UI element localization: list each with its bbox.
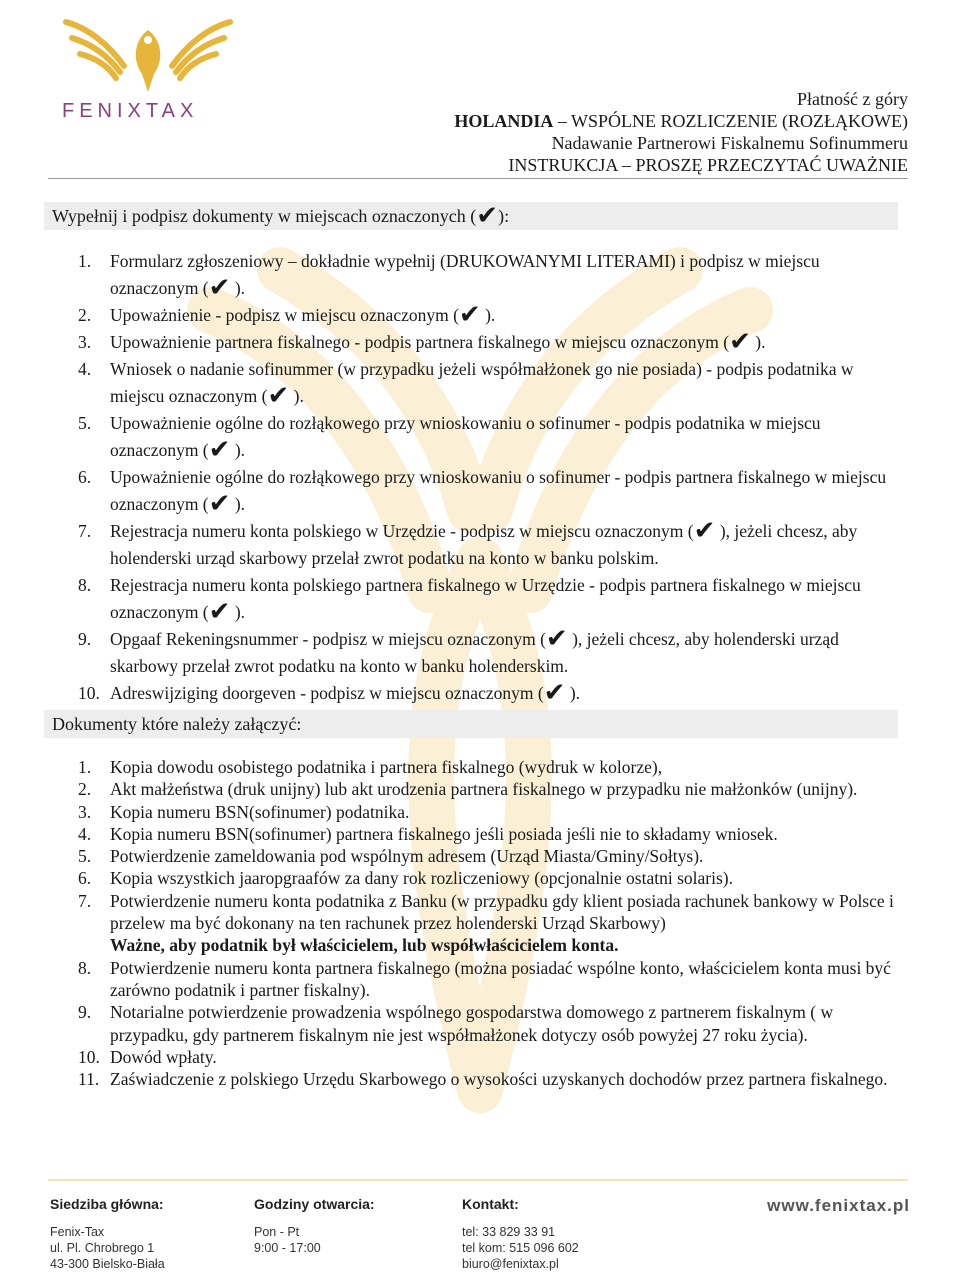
brand-name: FENIXTAX: [62, 100, 199, 122]
item-text: Upoważnienie partnera fiskalnego - podpis partnera fiskalnego w miejscu oznaczonym (: [110, 332, 730, 352]
item-number: 2.: [78, 305, 92, 325]
footer-headquarters: Siedziba główna: Fenix-Tax ul. Pl. Chrobrego 1 43-300 Bielsko-Biała: [50, 1196, 165, 1271]
attach-list-item: [78, 957, 908, 1002]
item-number: 1.: [78, 757, 92, 777]
sign-list-item: [78, 464, 908, 518]
attach-list-item: [78, 756, 908, 778]
attach-list-item: [78, 1068, 908, 1090]
sign-list-item: [78, 680, 908, 707]
country-title: HOLANDIA: [454, 111, 554, 131]
item-number: 8.: [78, 957, 92, 978]
item-number: 4.: [78, 823, 92, 844]
item-text: Kopia numeru BSN(sofinumer) partnera fiskalnego jeśli posiada jeśli nie to składamy wniosek.: [110, 823, 778, 844]
item-number: 6.: [78, 467, 92, 487]
item-text-end: ), jeżeli chcesz, aby holenderski urząd skarbowy przelał zwrot podatku na konto w banku holenderskim.: [110, 629, 839, 676]
website-link[interactable]: www.fenixtax.pl: [767, 1196, 910, 1215]
item-text: Upoważnienie ogólne do rozłąkowego przy wnioskowaniu o sofinumer - podpis podatnika w miejscu oznaczonym (: [110, 413, 821, 460]
instruction-title: INSTRUKCJA – PROSZĘ PRZECZYTAĆ UWAŻNIE: [508, 155, 908, 175]
item-text: Kopia wszystkich jaaropgraafów za dany rok rozliczeniowy (opcjonalnie ostatni solaris).: [110, 868, 733, 889]
fenixtax-logo: [48, 10, 248, 120]
attach-list-item: [78, 845, 908, 867]
check-icon: ✔: [267, 381, 290, 411]
sign-list-item: [78, 248, 908, 302]
phoenix-logo-icon: [58, 10, 238, 96]
item-number: 8.: [78, 575, 92, 595]
item-number: 9.: [78, 1002, 92, 1023]
item-text: Opgaaf Rekeningsnummer - podpisz w miejscu oznaczonym (: [110, 629, 546, 649]
check-icon: ✔: [458, 300, 481, 330]
item-text: Kopia numeru BSN(sofinumer) podatnika.: [110, 801, 410, 822]
section-attach-title: Dokumenty które należy załączyć:: [44, 710, 898, 738]
item-text: Notarialne potwierdzenie prowadzenia wspólnego gospodarstwa domowego z partnerem fiskalnym ( w przypadku, gdy partnerem fiskalnym nie jest współmałżonek dotyczy osób powyżej 27 roku życia).: [110, 1002, 834, 1045]
item-text: Zaświadczenie z polskiego Urzędu Skarbowego o wysokości uzyskanych dochodów przez partnera fiskalnego.: [110, 1069, 888, 1090]
item-text: Rejestracja numeru konta polskiego w Urzędzie - podpisz w miejscu oznaczonym (: [110, 521, 694, 541]
phone-link[interactable]: tel: 33 829 33 91: [462, 1225, 556, 1239]
item-number: 6.: [78, 868, 92, 889]
sign-list-item: [78, 518, 908, 572]
check-icon: ✔: [543, 678, 566, 708]
item-text: Potwierdzenie zameldowania pod wspólnym adresem (Urząd Miasta/Gminy/Sołtys).: [110, 846, 704, 867]
item-number: 5.: [78, 413, 92, 433]
item-text: Kopia dowodu osobistego podatnika i partnera fiskalnego (wydruk w kolorze),: [110, 757, 663, 777]
footer-opening-hours: Godziny otwarcia: Pon - Pt 9:00 - 17:00: [254, 1196, 375, 1255]
header-divider: [48, 178, 908, 179]
item-number: 3.: [78, 332, 92, 352]
item-number: 7.: [78, 890, 92, 911]
sign-list-item: [78, 410, 908, 464]
item-text-end: ).: [750, 332, 766, 352]
item-number: 10.: [78, 683, 100, 703]
item-text-end: ).: [565, 683, 581, 703]
check-icon: ✔: [693, 516, 716, 546]
item-number: 1.: [78, 251, 92, 271]
attach-list-item: [78, 801, 908, 823]
item-text: Formularz zgłoszeniowy – dokładnie wypełnij (DRUKOWANYMI LITERAMI) i podpisz w miejscu oznaczonym (: [110, 251, 820, 298]
item-text: Upoważnienie ogólne do rozłąkowego przy wnioskowaniu o sofinumer - podpis partnera fiskalnego w miejscu oznaczonym (: [110, 467, 887, 514]
mobile-link[interactable]: tel kom: 515 096 602: [462, 1241, 579, 1255]
attach-list-item: [78, 778, 908, 800]
item-text: Rejestracja numeru konta polskiego partnera fiskalnego w Urzędzie - podpis partnera fiskalnego w miejscu oznaczonym (: [110, 575, 861, 622]
check-icon: ✔: [208, 435, 231, 465]
item-text-end: ).: [230, 602, 246, 622]
item-number: 10.: [78, 1046, 100, 1067]
sign-list-item: [78, 302, 908, 329]
item-number: 11.: [78, 1069, 100, 1090]
check-icon: ✔: [545, 624, 568, 654]
item-text: Adreswijziging doorgeven - podpisz w miejscu oznaczonym (: [110, 683, 544, 703]
item-text: Akt małżeństwa (druk unijny) lub akt urodzenia partnera fiskalnego w przypadku nie małżonków (unijny).: [110, 779, 858, 800]
sign-documents-list: [78, 248, 908, 707]
item-text: Potwierdzenie numeru konta partnera fiskalnego (można posiadać wspólne konto, właścicielem konta musi być zarówno podatnik i partner fiskalny).: [110, 957, 891, 1000]
item-text: Dowód wpłaty.: [110, 1046, 217, 1067]
check-icon: ✔: [208, 597, 231, 627]
item-number: 9.: [78, 629, 92, 649]
item-number: 5.: [78, 846, 92, 867]
item-text-end: ).: [289, 386, 304, 406]
item-text-end: ).: [230, 494, 246, 514]
attach-list-item: [78, 890, 908, 957]
check-icon: ✔: [208, 273, 231, 303]
item-number: 3.: [78, 801, 92, 822]
attach-documents-list: [78, 756, 908, 1090]
section-sign-title: Wypełnij i podpisz dokumenty w miejscach oznaczonych (✔):: [44, 202, 898, 230]
item-text: Wniosek o nadanie sofinummer (w przypadku jeżeli współmałżonek go nie posiada) - podpis podatnika w miejscu oznaczonym (: [110, 359, 854, 406]
item-text-end: ).: [480, 305, 496, 325]
sign-list-item: [78, 572, 908, 626]
document-title: HOLANDIA – WSPÓLNE ROZLICZENIE (ROZŁĄKOWE): [454, 111, 908, 131]
item-number: 7.: [78, 521, 92, 541]
document-header: [454, 88, 908, 176]
item-text-end: ).: [230, 278, 246, 298]
check-icon: ✔: [476, 201, 499, 231]
email-link[interactable]: biuro@fenixtax.pl: [462, 1257, 559, 1271]
attach-list-item: [78, 867, 908, 889]
item-text-end: ).: [230, 440, 246, 460]
sign-list-item: [78, 356, 908, 410]
check-icon: ✔: [208, 489, 231, 519]
footer-contact: Kontakt: tel: 33 829 33 91 tel kom: 515 096 602 biuro@fenixtax.pl: [462, 1196, 579, 1271]
sign-list-item: [78, 329, 908, 356]
attach-list-item: [78, 1001, 908, 1046]
item-number: 4.: [78, 359, 92, 379]
item-number: 2.: [78, 779, 92, 800]
item-text: Upoważnienie - podpisz w miejscu oznaczonym (: [110, 305, 459, 325]
payment-note: Płatność z góry: [797, 89, 908, 109]
item-text-end: ), jeżeli chcesz, aby holenderski urząd skarbowy przelał zwrot podatku na konto w banku polskim.: [110, 521, 858, 568]
item-important-note: Ważne, aby podatnik był właścicielem, lub współwłaścicielem konta.: [110, 935, 619, 956]
sign-list-item: [78, 626, 908, 680]
check-icon: ✔: [729, 327, 751, 357]
footer-divider: [48, 1179, 908, 1181]
attach-list-item: [78, 1046, 908, 1068]
document-subtitle: Nadawanie Partnerowi Fiskalnemu Sofinummeru: [551, 133, 908, 153]
attach-list-item: [78, 823, 908, 845]
item-text: Potwierdzenie numeru konta podatnika z Banku (w przypadku gdy klient posiada rachunek bankowy w Polsce i przelew ma być dokonany na ten rachunek przez holenderski Urząd Skarbowy): [110, 890, 894, 934]
